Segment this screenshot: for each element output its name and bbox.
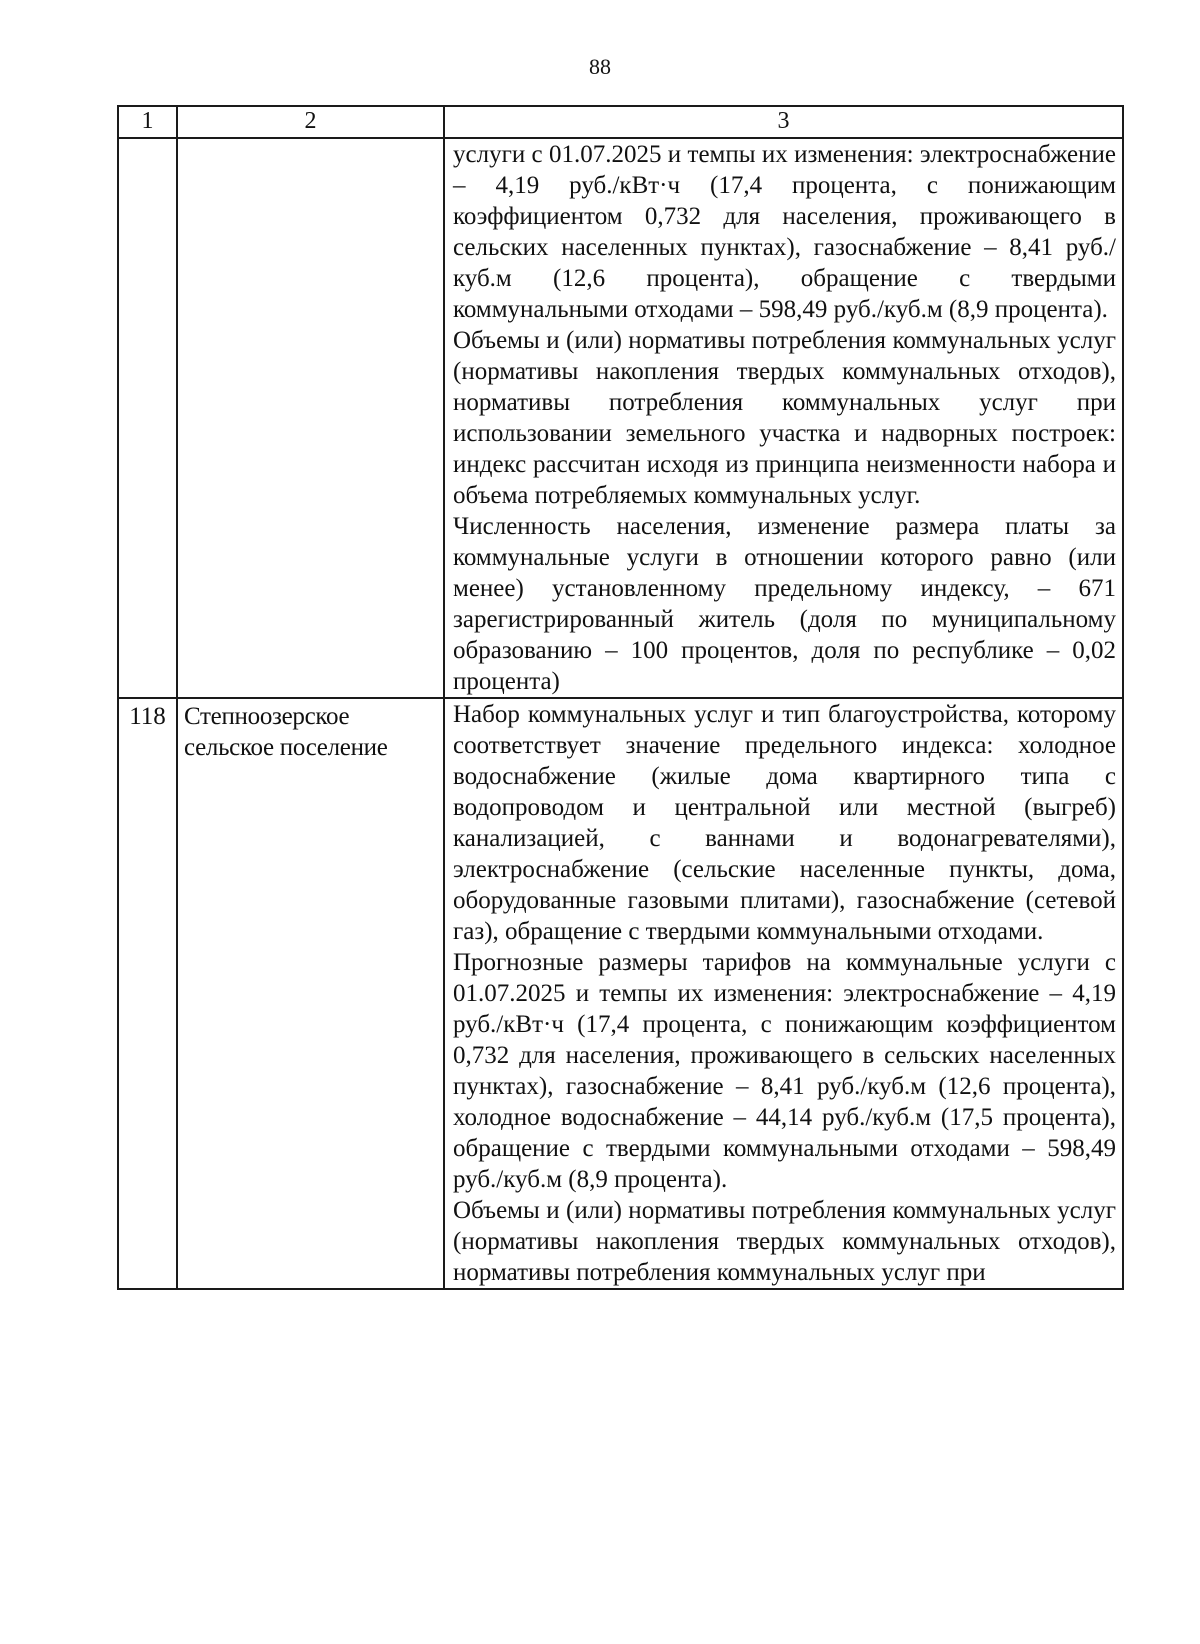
column-header-3: 3 bbox=[444, 106, 1123, 138]
paragraph: Прогнозные размеры тарифов на коммунальные услуги с 01.07.2025 и темпы их изменения: электроснабжение – 4,19 руб./кВт·ч (17,4 процента, с понижающим коэффициентом 0,732 для населения, проживающего в сельских населенных пунктах), газоснабжение – 8,41 руб./куб.м (12,6 процента), холодное водоснабжение – 44,14 руб./куб.м (17,5 процента), обращение с твердыми коммунальными отходами – 598,49 руб./куб.м (8,9 процента). bbox=[453, 949, 1116, 1193]
table-header-row bbox=[118, 106, 1123, 138]
column-header-1: 1 bbox=[118, 106, 177, 138]
municipality-name-cell bbox=[177, 698, 444, 1289]
page-number: 88 bbox=[589, 54, 611, 79]
paragraph: Объемы и (или) нормативы потребления коммунальных услуг (нормативы накопления твердых коммунальных отходов), нормативы потребления коммунальных услуг при bbox=[453, 1197, 1116, 1286]
row-number-cell bbox=[118, 138, 177, 698]
row-number-cell: 118 bbox=[118, 698, 177, 1289]
description-cell bbox=[444, 138, 1123, 698]
municipality-name-line: сельское поселение bbox=[184, 734, 388, 761]
paragraph: Объемы и (или) нормативы потребления коммунальных услуг (нормативы накопления твердых коммунальных отходов), нормативы потребления коммунальных услуг при использовании земельного участка и надворных построек: индекс рассчитан исходя из принципа неизменности набора и объема потребляемых коммунальных услуг. bbox=[453, 327, 1116, 509]
municipality-name-line: Степноозерское bbox=[184, 703, 350, 730]
table-row bbox=[118, 138, 1123, 698]
paragraph: Численность населения, изменение размера платы за коммунальные услуги в отношении которого равно (или менее) установленному предельному индексу, – 671 зарегистрированный житель (доля по муниципальному образованию – 100 процентов, доля по республике – 0,02 процента) bbox=[453, 513, 1116, 695]
paragraph: Набор коммунальных услуг и тип благоустройства, которому соответствует значение предельного индекса: холодное водоснабжение (жилые дома квартирного типа с водопроводом и центральной или местной (выгреб) канализацией, с ваннами и водонагревателями), электроснабжение (сельские населенные пункты, дома, оборудованные газовыми плитами), газоснабжение (сетевой газ), обращение с твердыми коммунальными отходами. bbox=[453, 701, 1116, 945]
municipality-name-cell bbox=[177, 138, 444, 698]
column-header-2: 2 bbox=[177, 106, 444, 138]
description-cell bbox=[444, 698, 1123, 1289]
paragraph: услуги с 01.07.2025 и темпы их изменения: электроснабжение – 4,19 руб./кВт·ч (17,4 процента, с понижающим коэффициентом 0,732 для населения, проживающего в сельских населенных пунктах), газоснабжение – 8,41 руб./куб.м (12,6 процента), обращение с твердыми коммунальными отходами – 598,49 руб./куб.м (8,9 процента). bbox=[453, 141, 1116, 323]
data-table bbox=[117, 105, 1124, 1290]
table-row bbox=[118, 698, 1123, 1289]
